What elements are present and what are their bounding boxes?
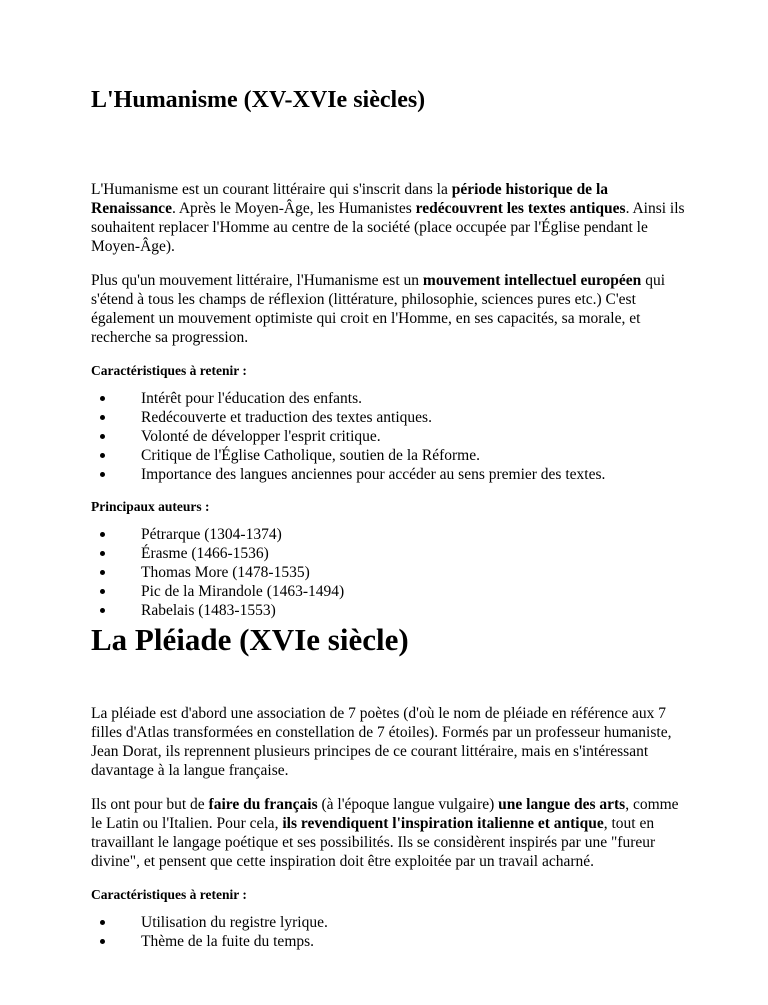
characteristics-block — [91, 362, 691, 484]
list-item: Pic de la Mirandole (1463-1494) — [141, 582, 691, 601]
paragraph-humanisme-movement — [91, 271, 691, 347]
text: . Ainsi ils souhaitent replacer l'Homme au centre de la société (place occupée par l'Église pendant le Moyen-Âge). — [91, 200, 685, 255]
section-title-pleiade: La Pléiade (XVIe siècle) — [91, 622, 409, 657]
list-item: Thème de la fuite du temps. — [141, 932, 691, 951]
bold-text: mouvement intellectuel européen — [422, 272, 642, 289]
text: qui s'étend à tous les champs de réflexion (littérature, philosophie, sciences pures etc.) C'est également un mouvement optimiste qui croit en l'Homme, en ses capacités, sa morale, et recherche sa progression. — [91, 272, 665, 346]
authors-label: Principaux auteurs : — [91, 499, 210, 514]
characteristics-list — [91, 389, 691, 484]
paragraph-humanisme-intro — [91, 180, 691, 256]
characteristics-list — [91, 913, 691, 951]
bold-text: redécouvrent les textes antiques — [415, 200, 626, 217]
paragraph-pleiade-intro — [91, 704, 691, 780]
list-item: Thomas More (1478-1535) — [141, 563, 691, 582]
list-item: Critique de l'Église Catholique, soutien de la Réforme. — [141, 446, 691, 465]
text: , comme le Latin ou l'Italien. Pour cela, — [91, 796, 679, 832]
section-title-humanisme: L'Humanisme (XV-XVIe siècles) — [91, 87, 426, 113]
list-item: Redécouverte et traduction des textes antiques. — [141, 408, 691, 427]
characteristics-block — [91, 886, 691, 951]
text: . Après le Moyen-Âge, les Humanistes — [171, 200, 416, 217]
bold-text: ils revendiquent l'inspiration italienne et antique — [282, 815, 604, 832]
bold-text: une langue des arts — [498, 796, 626, 813]
text: L'Humanisme est un courant littéraire qui s'inscrit dans la — [91, 181, 452, 198]
list-item: Utilisation du registre lyrique. — [141, 913, 691, 932]
list-item: Importance des langues anciennes pour accéder au sens premier des textes. — [141, 465, 691, 484]
list-item: Volonté de développer l'esprit critique. — [141, 427, 691, 446]
text: (à l'époque langue vulgaire) — [317, 796, 499, 813]
text: Ils ont pour but de — [91, 796, 209, 813]
bold-text: période historique de la Renaissance — [91, 181, 608, 217]
list-item: Rabelais (1483-1553) — [141, 601, 691, 620]
list-item: Intérêt pour l'éducation des enfants. — [141, 389, 691, 408]
characteristics-label: Caractéristiques à retenir : — [91, 363, 247, 378]
authors-list — [91, 525, 691, 620]
text: Plus qu'un mouvement littéraire, l'Humanisme est un — [91, 272, 423, 289]
paragraph-pleiade-goals — [91, 795, 691, 871]
authors-block — [91, 498, 691, 620]
text: La pléiade est d'abord une association de 7 poètes (d'où le nom de pléiade en référence aux 7 filles d'Atlas transformées en constellation de 7 étoiles). Formés par un professeur humaniste, Jean Dorat, ils reprennent plusieurs principes de ce courant littéraire, mais en s'intéressant davantage à la langue française. — [91, 705, 672, 779]
list-item: Pétrarque (1304-1374) — [141, 525, 691, 544]
text: , tout en travaillant le langage poétique et ses possibilités. Ils se considèrent inspirés par une "fureur divine", et pensent que cette inspiration doit être exploitée par un travail acharné. — [91, 815, 656, 870]
bold-text: faire du français — [208, 796, 318, 813]
characteristics-label: Caractéristiques à retenir : — [91, 887, 247, 902]
list-item: Érasme (1466-1536) — [141, 544, 691, 563]
